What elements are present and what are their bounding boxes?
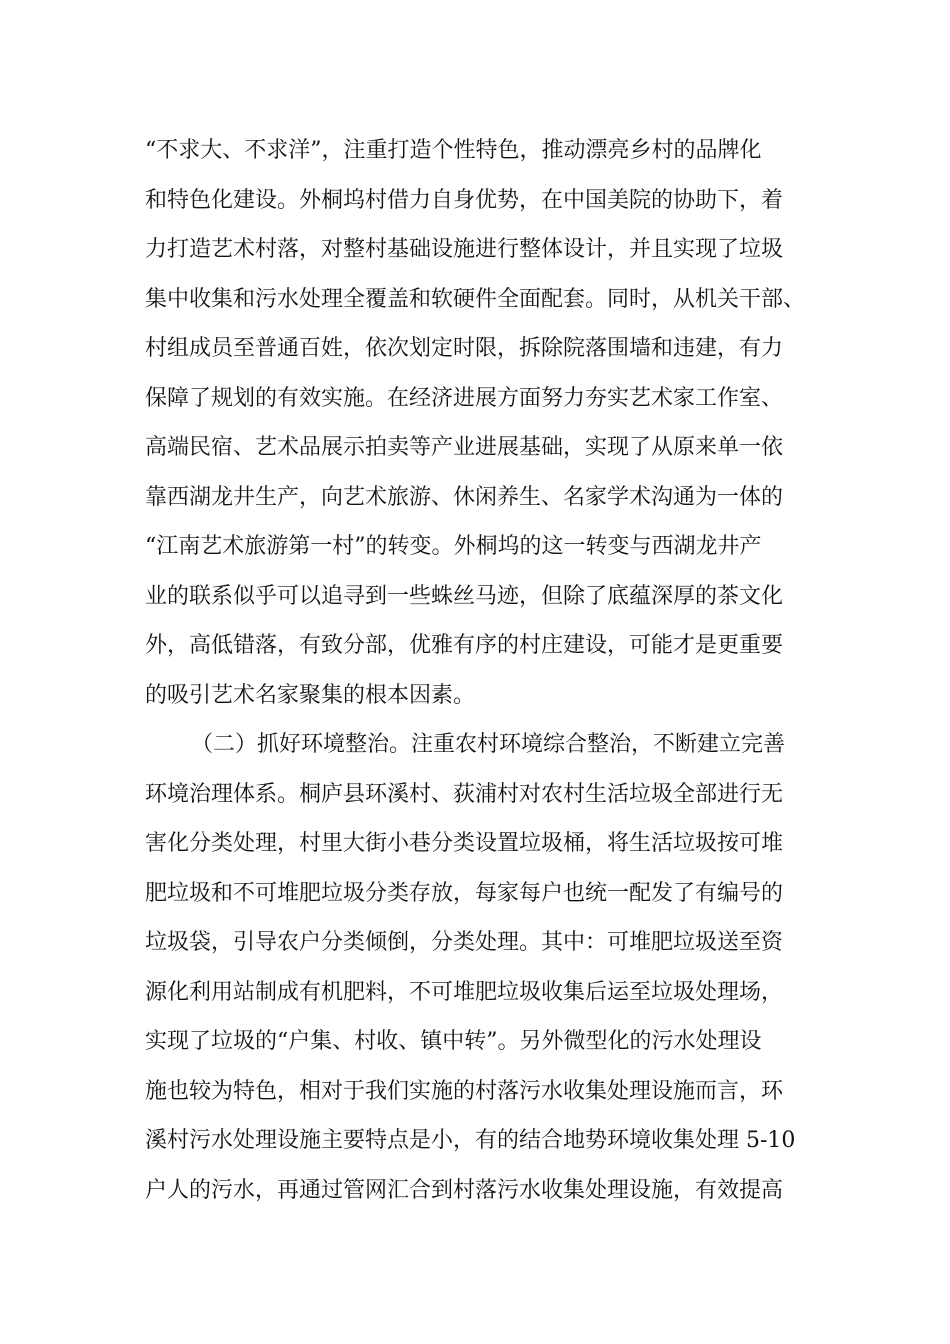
text-line: 垃圾袋，引导农户分类倾倒，分类处理。其中：可堆肥垃圾送至资 <box>145 930 784 955</box>
text-line: 高端民宿、艺术品展示拍卖等产业进展基础，实现了从原来单一依 <box>145 435 784 460</box>
text-line: 源化利用站制成有机肥料，不可堆肥垃圾收集后运至垃圾处理场， <box>145 979 784 1005</box>
text-line: 村组成员至普通百姓，依次划定时限，拆除院落围墙和违建，有力 <box>145 336 784 361</box>
text-line: 户人的污水，再通过管网汇合到村落污水收集处理设施，有效提高 <box>145 1177 784 1203</box>
text-line: 集中收集和污水处理全覆盖和软硬件全面配套。同时，从机关干部、 <box>145 286 806 312</box>
paragraph-first-line: （二）抓好环境整治。注重农村环境综合整治，不断建立完善 <box>191 732 786 757</box>
text-line: 的吸引艺术名家聚集的根本因素。 <box>145 682 476 708</box>
text-line: 业的联系似乎可以追寻到一些蛛丝马迹，但除了底蕴深厚的茶文化 <box>145 583 784 609</box>
text-line: 靠西湖龙井生产，向艺术旅游、休闲养生、名家学术沟通为一体的 <box>145 484 784 510</box>
text-line: 力打造艺术村落，对整村基础设施进行整体设计，并且实现了垃圾 <box>145 237 784 262</box>
text-line: 溪村污水处理设施主要特点是小，有的结合地势环境收集处理 5-10 <box>145 1128 796 1153</box>
text-line: 和特色化建设。外桐坞村借力自身优势，在中国美院的协助下，着 <box>145 187 784 213</box>
text-line: 施也较为特色，相对于我们实施的村落污水收集处理设施而言，环 <box>145 1078 784 1104</box>
text-line: “不求大、不求洋”，注重打造个性特色，推动漂亮乡村的品牌化 <box>145 138 762 163</box>
text-line: 保障了规划的有效实施。在经济进展方面努力夯实艺术家工作室、 <box>145 385 784 411</box>
text-line: 肥垃圾和不可堆肥垃圾分类存放，每家每户也统一配发了有编号的 <box>145 880 784 906</box>
text-line: 环境治理体系。桐庐县环溪村、荻浦村对农村生活垃圾全部进行无 <box>145 781 784 807</box>
text-line: 外，高低错落，有致分部，优雅有序的村庄建设，可能才是更重要 <box>145 633 784 658</box>
text-line: 害化分类处理，村里大街小巷分类设置垃圾桶，将生活垃圾按可堆 <box>145 831 784 856</box>
text-line: “江南艺术旅游第一村”的转变。外桐坞的这一转变与西湖龙井产 <box>145 534 762 559</box>
text-line: 实现了垃圾的“户集、村收、镇中转”。另外微型化的污水处理设 <box>145 1029 762 1054</box>
body-text <box>145 133 825 1222</box>
